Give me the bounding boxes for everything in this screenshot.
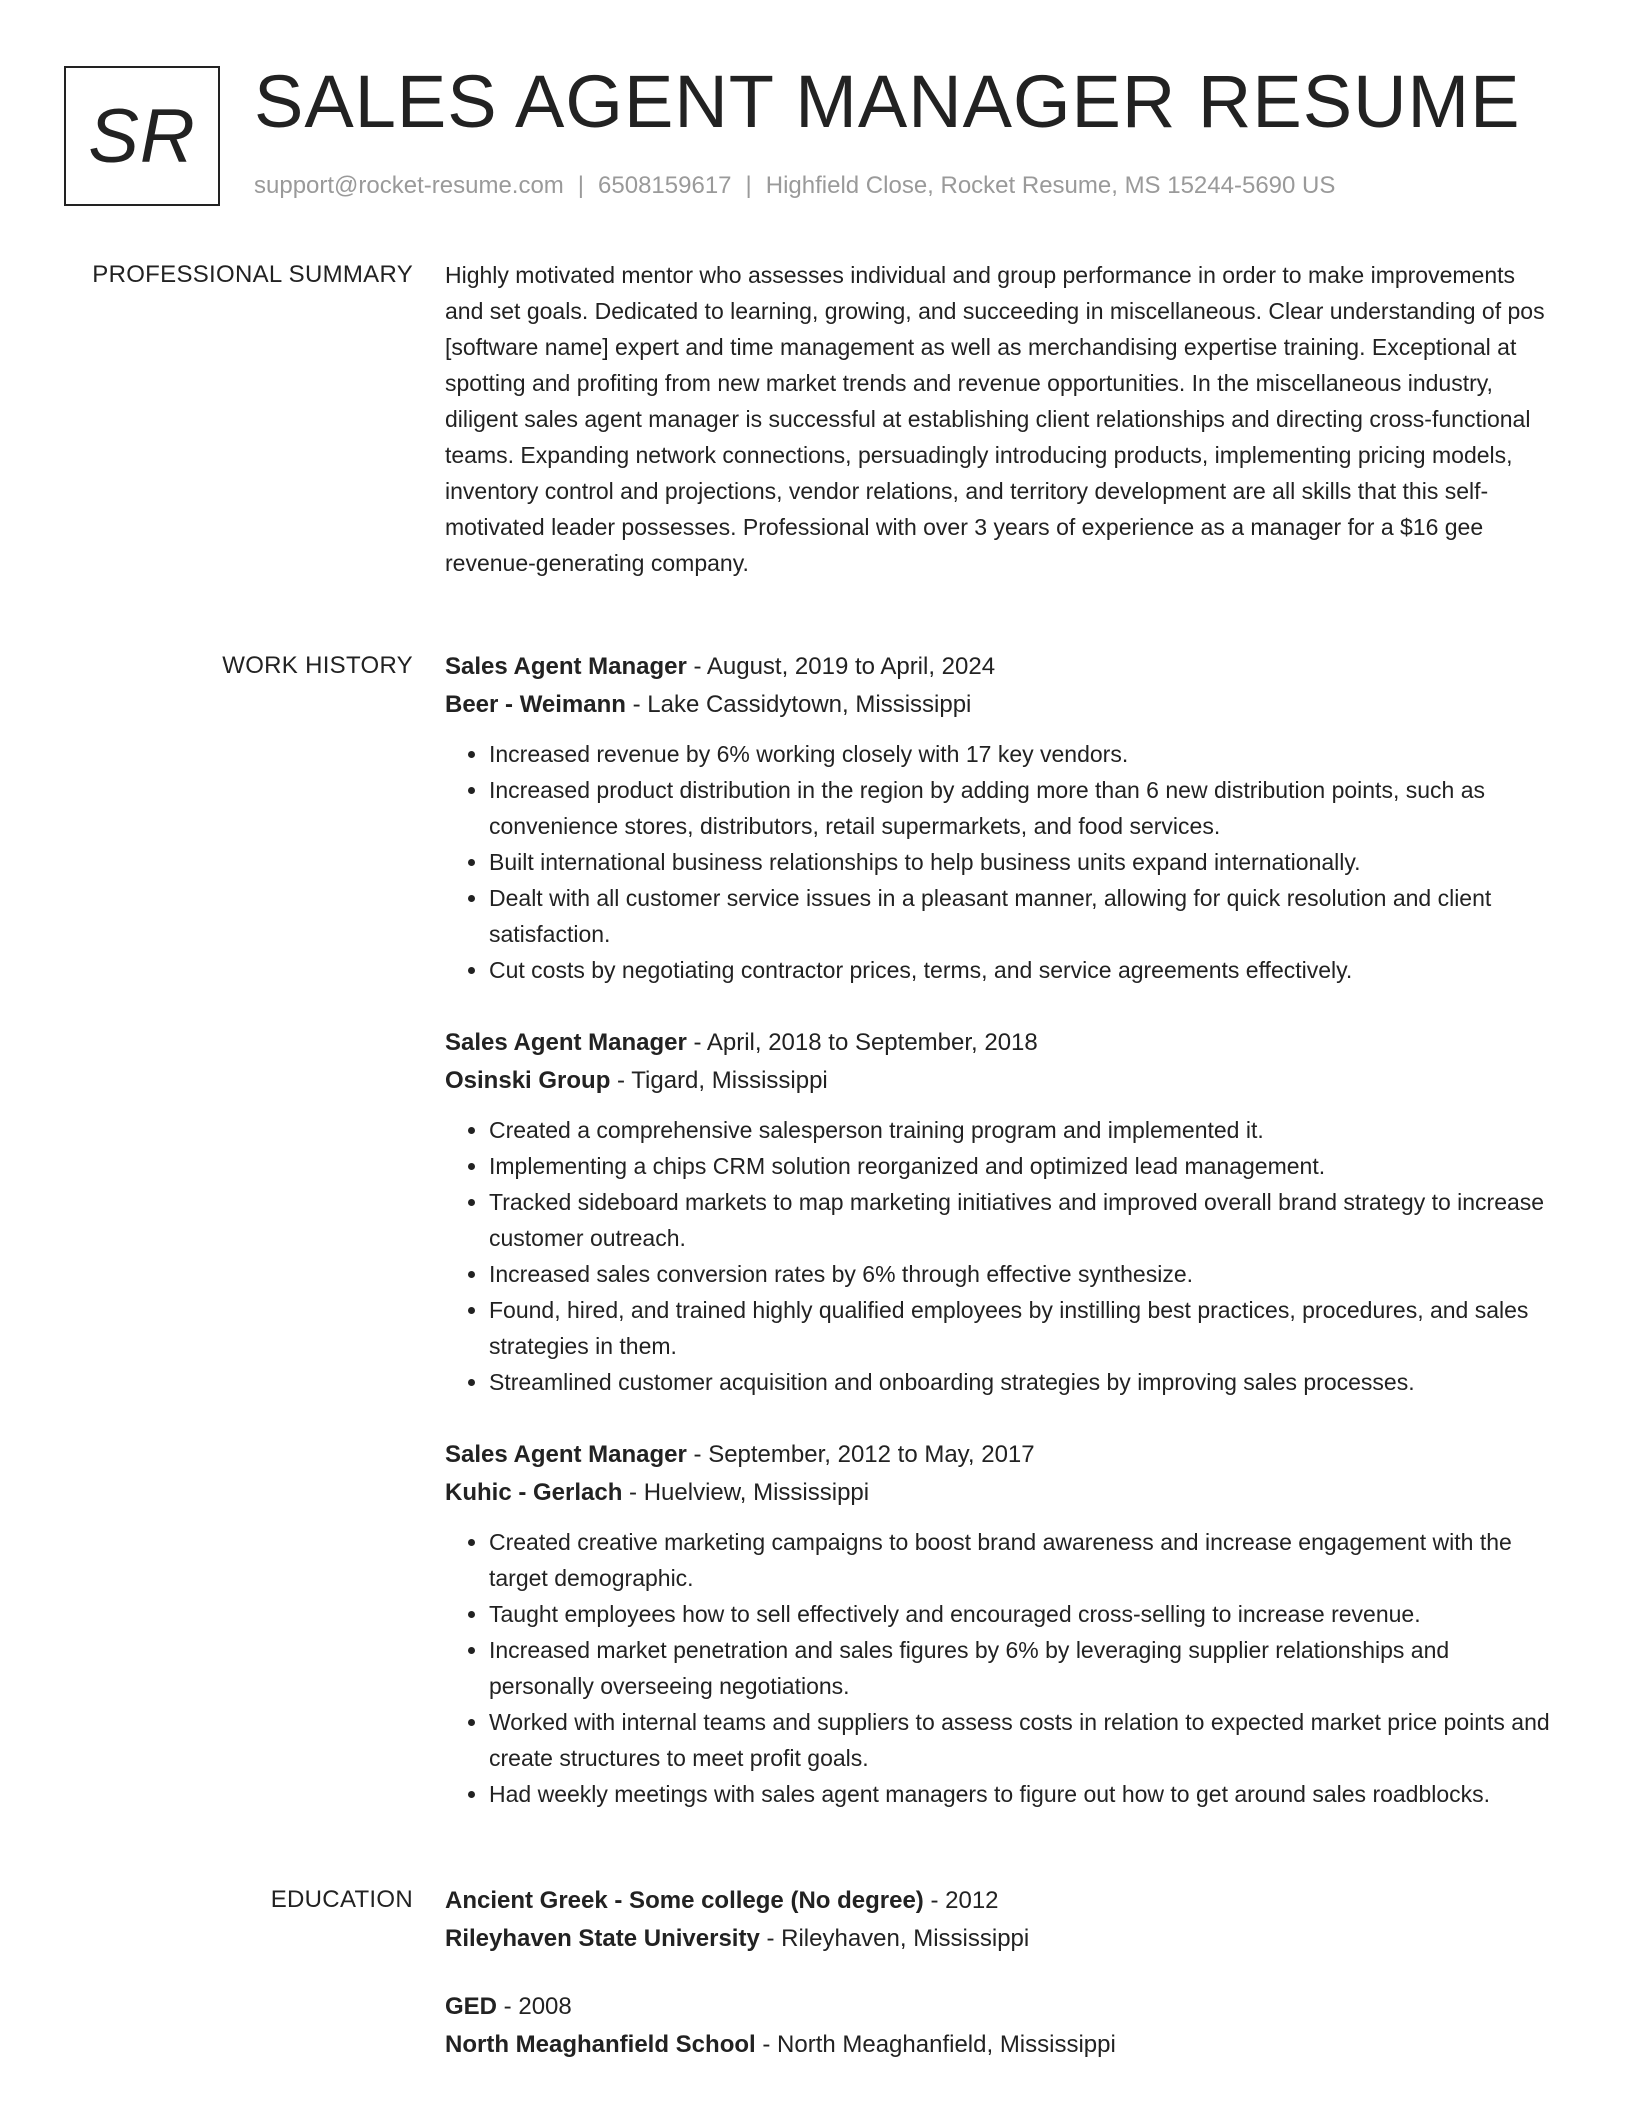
job-bullet: • Worked with internal teams and suppliers to assess costs in relation to expected market price points and create structures to meet profit goals. bbox=[489, 1704, 1550, 1776]
job-title-line bbox=[445, 1024, 1550, 1062]
job-bullet: • Increased market penetration and sales figures by 6% by leveraging supplier relationships and personally overseeing negotiations. bbox=[489, 1632, 1550, 1704]
education-year: - 2008 bbox=[497, 1993, 572, 2020]
job-company-line bbox=[445, 1474, 1550, 1512]
education-degree: GED bbox=[445, 1993, 498, 2020]
job-title: Sales Agent Manager bbox=[445, 1029, 687, 1056]
job-bullet: • Found, hired, and trained highly qualified employees by instilling best practices, procedures, and sales strategies in them. bbox=[489, 1292, 1550, 1364]
education-school: Rileyhaven State University bbox=[445, 1925, 760, 1952]
job-title-line bbox=[445, 1436, 1550, 1474]
job-bullet: • Increased sales conversion rates by 6% through effective synthesize. bbox=[489, 1256, 1550, 1292]
job-dates: - August, 2019 to April, 2024 bbox=[686, 653, 996, 680]
contact-line bbox=[254, 172, 1335, 200]
job-bullet: • Created creative marketing campaigns to boost brand awareness and increase engagement with the target demographic. bbox=[489, 1524, 1550, 1596]
education-location: - Rileyhaven, Mississippi bbox=[759, 1925, 1030, 1952]
job-company-line bbox=[445, 1062, 1550, 1100]
education-school: North Meaghanfield School bbox=[445, 2031, 756, 2058]
job-company: Kuhic - Gerlach bbox=[445, 1479, 623, 1506]
job-title: Sales Agent Manager bbox=[445, 1441, 687, 1468]
job-bullet: • Increased revenue by 6% working closely with 17 key vendors. bbox=[489, 736, 1550, 772]
resume-title: SALES AGENT MANAGER RESUME bbox=[254, 60, 1521, 143]
job-bullets bbox=[445, 736, 1550, 988]
education-school-line bbox=[445, 1920, 1550, 1958]
job-bullet: • Built international business relationships to help business units expand internationally. bbox=[489, 844, 1550, 880]
job-entry bbox=[445, 1436, 1550, 1812]
job-location: - Tigard, Mississippi bbox=[610, 1067, 828, 1094]
contact-email: support@rocket-resume.com bbox=[254, 172, 564, 199]
contact-phone: 6508159617 bbox=[598, 172, 732, 199]
job-bullet: • Dealt with all customer service issues in a pleasant manner, allowing for quick resolution and client satisfaction. bbox=[489, 880, 1550, 952]
education-entry bbox=[445, 1882, 1550, 1958]
job-title-line bbox=[445, 648, 1550, 686]
job-bullets bbox=[445, 1112, 1550, 1400]
job-location: - Lake Cassidytown, Mississippi bbox=[625, 691, 972, 718]
job-bullets bbox=[445, 1524, 1550, 1812]
work-history-body bbox=[445, 648, 1550, 1848]
job-entry bbox=[445, 1024, 1550, 1400]
job-dates: - September, 2012 to May, 2017 bbox=[686, 1441, 1035, 1468]
summary-heading: PROFESSIONAL SUMMARY bbox=[92, 261, 413, 288]
education-degree: Ancient Greek - Some college (No degree) bbox=[445, 1887, 924, 1914]
job-bullet: • Tracked sideboard markets to map marketing initiatives and improved overall brand strategy to increase customer outreach. bbox=[489, 1184, 1550, 1256]
education-heading: EDUCATION bbox=[270, 1886, 413, 1913]
monogram-logo: SR bbox=[64, 66, 220, 206]
job-bullet: • Increased product distribution in the region by adding more than 6 new distribution points, such as convenience stores, distributors, retail supermarkets, and food services. bbox=[489, 772, 1550, 844]
contact-address: Highfield Close, Rocket Resume, MS 15244-5690 US bbox=[765, 172, 1336, 199]
job-bullet: • Cut costs by negotiating contractor prices, terms, and service agreements effectively. bbox=[489, 952, 1550, 988]
education-location: - North Meaghanfield, Mississippi bbox=[755, 2031, 1116, 2058]
job-bullet: • Implementing a chips CRM solution reorganized and optimized lead management. bbox=[489, 1148, 1550, 1184]
job-title: Sales Agent Manager bbox=[445, 653, 687, 680]
job-bullet: • Created a comprehensive salesperson training program and implemented it. bbox=[489, 1112, 1550, 1148]
summary-body bbox=[445, 257, 1550, 581]
job-bullet: • Had weekly meetings with sales agent managers to figure out how to get around sales roadblocks. bbox=[489, 1776, 1550, 1812]
contact-separator: | bbox=[745, 172, 752, 199]
work-history-heading: WORK HISTORY bbox=[222, 652, 413, 679]
job-bullet: • Streamlined customer acquisition and onboarding strategies by improving sales processes. bbox=[489, 1364, 1550, 1400]
resume-header bbox=[64, 60, 1564, 210]
job-dates: - April, 2018 to September, 2018 bbox=[686, 1029, 1038, 1056]
job-entry bbox=[445, 648, 1550, 988]
job-company: Beer - Weimann bbox=[445, 691, 626, 718]
job-company: Osinski Group bbox=[445, 1067, 611, 1094]
job-location: - Huelview, Mississippi bbox=[622, 1479, 870, 1506]
job-bullet: • Taught employees how to sell effectively and encouraged cross-selling to increase revenue. bbox=[489, 1596, 1550, 1632]
education-body bbox=[445, 1882, 1550, 2094]
contact-separator: | bbox=[577, 172, 585, 199]
education-school-line bbox=[445, 2026, 1550, 2064]
job-company-line bbox=[445, 686, 1550, 724]
education-degree-line bbox=[445, 1988, 1550, 2026]
summary-text: Highly motivated mentor who assesses individual and group performance in order to make improvements and set goals. Dedicated to learning, growing, and succeeding in miscellaneous. Clear understanding of pos [software name] expert and time management as well as merchandising expertise training. Exceptional at spotting and profiting from new market trends and revenue opportunities. In the miscellaneous industry, diligent sales agent manager is successful at establishing client relationships and directing cross-functional teams. Expanding network connections, persuadingly introducing products, implementing pricing models, inventory control and projections, vendor relations, and territory development are all skills that this self-motivated leader possesses. Professional with over 3 years of experience as a manager for a $16 gee revenue-generating company. bbox=[445, 262, 1545, 576]
education-year: - 2012 bbox=[923, 1887, 999, 1914]
education-entry bbox=[445, 1988, 1550, 2064]
education-degree-line bbox=[445, 1882, 1550, 1920]
